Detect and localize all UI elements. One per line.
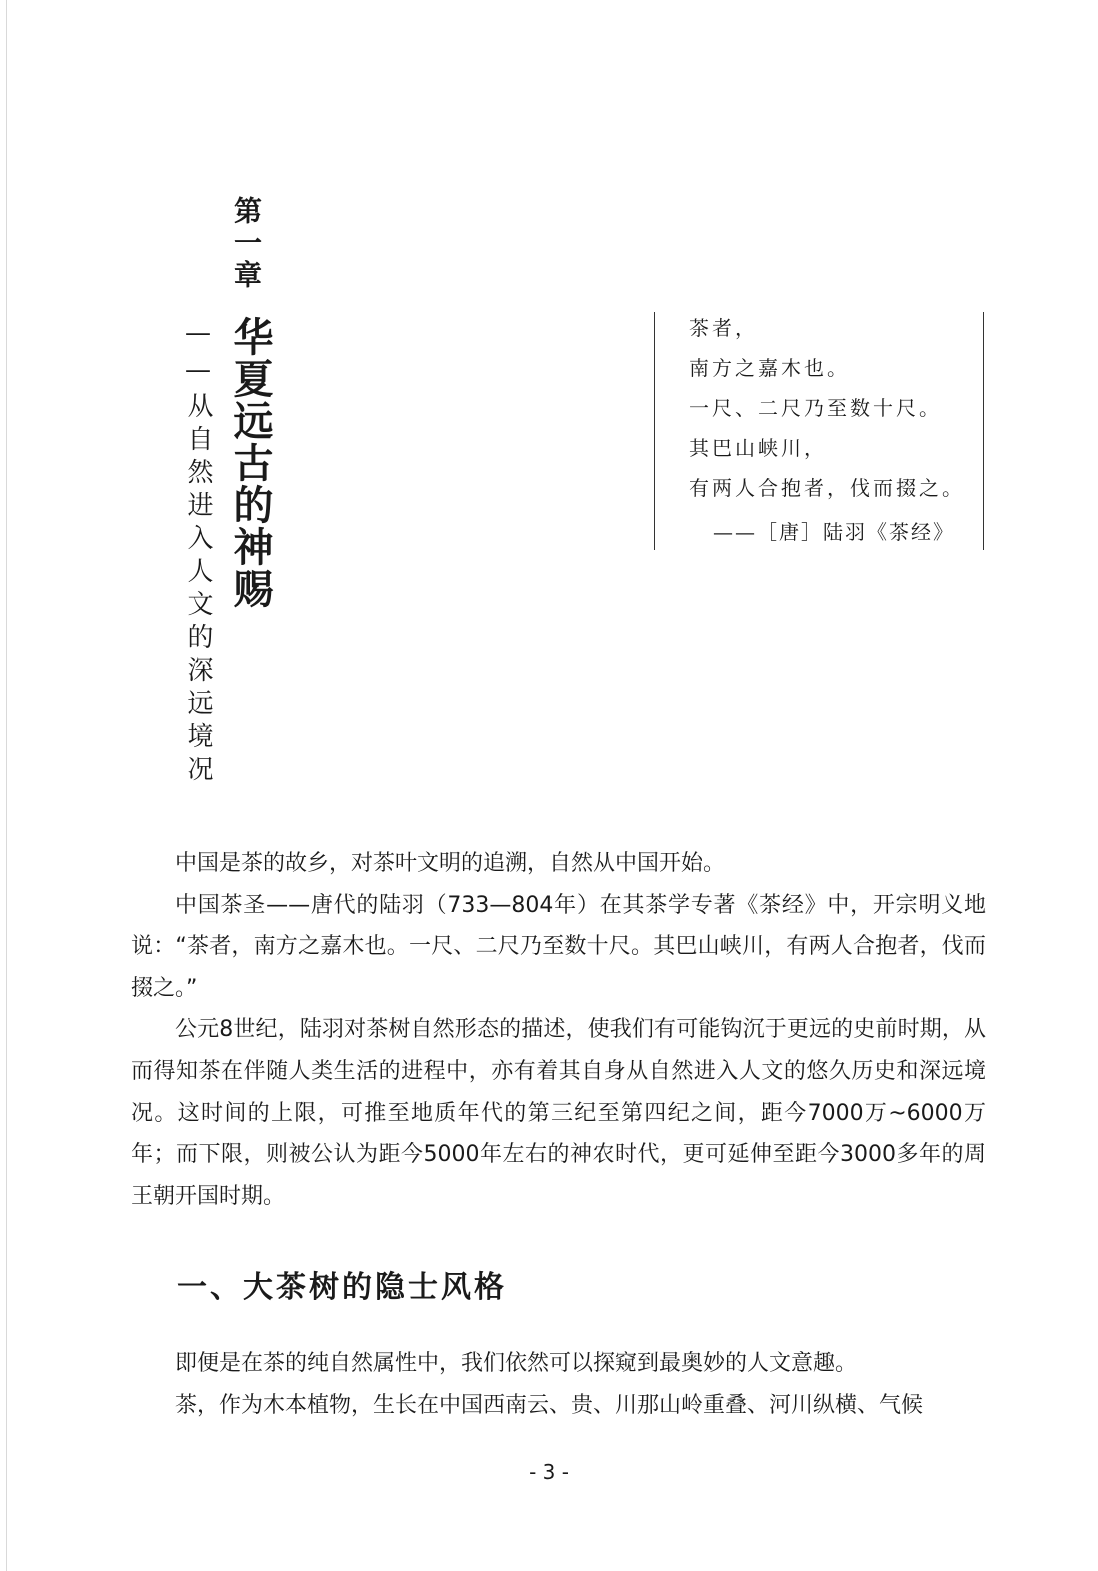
page-number: - 3 - — [529, 1460, 569, 1484]
chapter-subtitle: ——从自然进入人文的深远境况 — [183, 318, 213, 788]
epigraph-lines — [689, 312, 965, 512]
epigraph-line: 其巴山峡川， — [689, 436, 827, 460]
body-paragraph: 中国茶圣——唐代的陆羽（733—804年）在其茶学专著《茶经》中，开宗明义地说：“茶者，南方之嘉木也。一尺、二尺乃至数十尺。其巴山峡川，有两人合抱者，伐而掇之。” — [131, 892, 986, 1001]
chapter-number: 第一章 — [230, 196, 263, 292]
body-paragraph: 公元8世纪，陆羽对茶树自然形态的描述，使我们有可能钩沉于更远的史前时期，从而得知茶在伴随人类生活的进程中，亦有着其自身从自然进入人文的悠久历史和深远境况。这时间的上限，可推至地质年代的第三纪至第四纪之间，距今7000万~6000万年；而下限，则被公认为距今5000年左右的神农时代，更可延伸至距今3000多年的周王朝开国时期。 — [131, 1017, 986, 1209]
epigraph-line: 一尺、二尺乃至数十尺。 — [689, 396, 942, 420]
body-text — [131, 843, 986, 1217]
section-paragraph: 即便是在茶的纯自然属性中，我们依然可以探窥到最奥妙的人文意趣。 — [175, 1351, 858, 1376]
epigraph-line: 茶者， — [689, 316, 758, 340]
epigraph-source: ——［唐］陆羽《茶经》 — [713, 520, 955, 544]
body-paragraph: 中国是茶的故乡，对茶叶文明的追溯，自然从中国开始。 — [175, 851, 726, 876]
epigraph-line: 有两人合抱者，伐而掇之。 — [689, 476, 965, 500]
chapter-title: 华夏远古的神赐 — [227, 316, 273, 610]
epigraph-line: 南方之嘉木也。 — [689, 356, 850, 380]
section-heading: 一、大茶树的隐士风格 — [177, 1270, 507, 1305]
section-paragraph: 茶，作为木本植物，生长在中国西南云、贵、川那山岭重叠、河川纵横、气候 — [175, 1392, 924, 1418]
page-edge — [6, 0, 7, 1571]
epigraph — [654, 312, 984, 550]
section-body — [131, 1343, 986, 1426]
